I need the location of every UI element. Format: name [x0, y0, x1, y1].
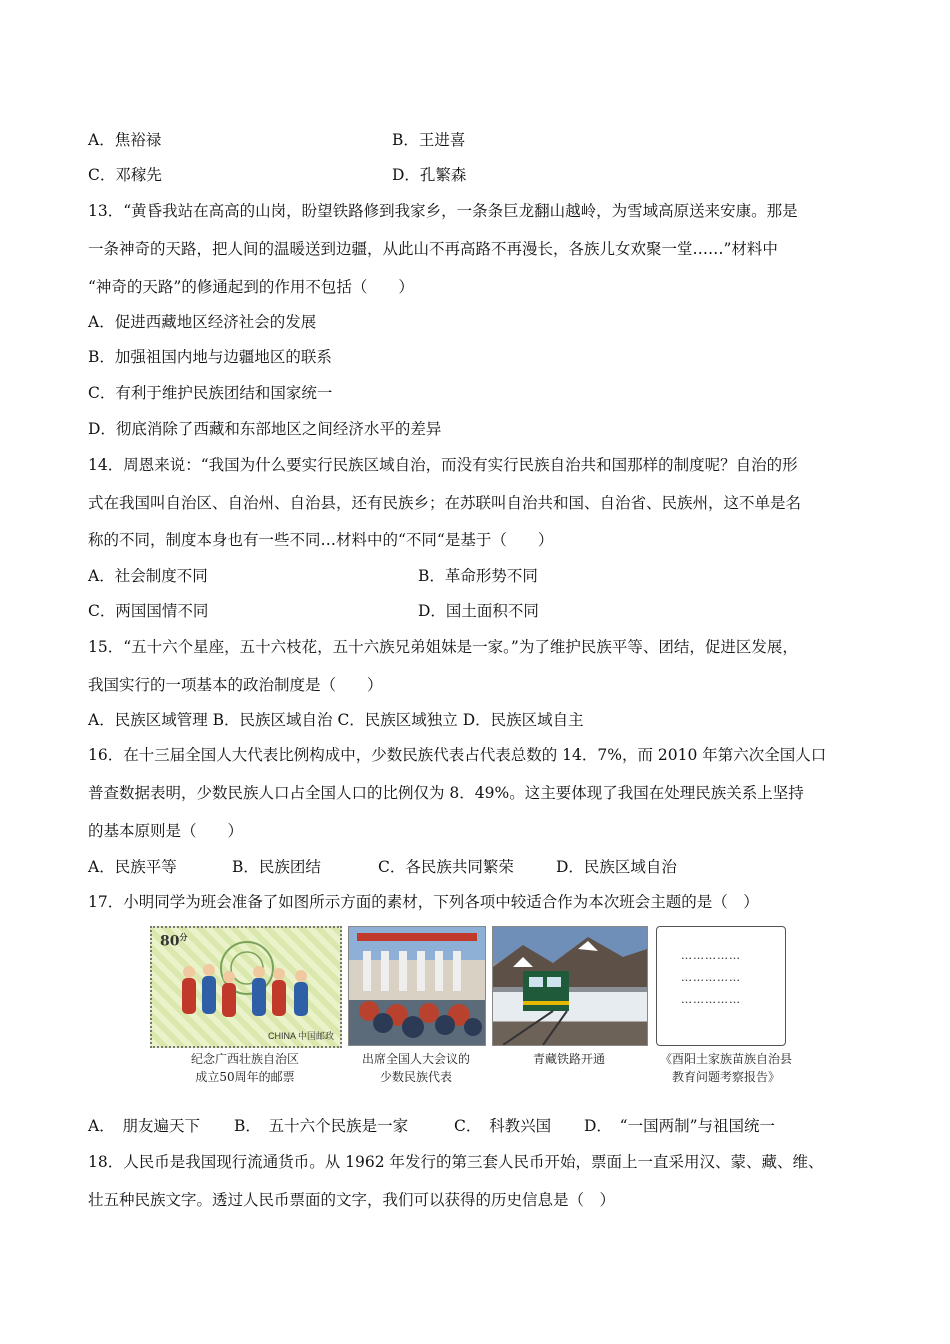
q17-option-c: C． 科教兴国 — [454, 1117, 552, 1135]
q13-option-d: D．彻底消除了西藏和东部地区之间经济水平的差异 — [88, 420, 442, 438]
q16-stem-line3: 的基本原则是（ ） — [88, 822, 244, 840]
q14-stem-line3: 称的不同，制度本身也有一些不同…材料中的“不同“是基于（ ） — [88, 531, 554, 549]
caption-railway: 青藏铁路开通 — [532, 1052, 605, 1066]
q18-stem-line2: 壮五种民族文字。透过人民币票面的文字，我们可以获得的历史信息是（ ） — [88, 1191, 616, 1209]
q17-option-d: D． “一国两制”与祖国统一 — [584, 1117, 776, 1135]
report-scroll: …………… …………… …………… — [656, 926, 786, 1046]
q12-option-b: B．王进喜 — [392, 131, 466, 149]
caption-report: 《酉阳土家族苗族自治县 教育问题考察报告》 — [659, 1052, 792, 1084]
q18-stem-line1: 18．人民币是我国现行流通货币。从 1962 年发行的第三套人民币开始，票面上一直采用汉、蒙、藏、维、 — [88, 1153, 824, 1171]
q14-stem-line2: 式在我国叫自治区、自治州、自治县，还有民族乡；在苏联叫自治共和国、自治省、民族州，这不单是名 — [88, 494, 802, 512]
q16-option-c: C．各民族共同繁荣 — [378, 858, 514, 876]
q12-option-c: C．邓稼先 — [88, 166, 162, 184]
q13-stem-line1: 13．“黄昏我站在高高的山岗，盼望铁路修到我家乡，一条条巨龙翻山越岭，为雪域高原送来安康。那是 — [88, 202, 798, 220]
q15-stem-line2: 我国实行的一项基本的政治制度是（ ） — [88, 676, 383, 694]
railway-photo — [492, 926, 648, 1046]
q15-options: A．民族区域管理 B．民族区域自治 C．民族区域独立 D．民族区域自主 — [88, 711, 584, 729]
q16-stem-line1: 16．在十三届全国人大代表比例构成中，少数民族代表占代表总数的 14．7%，而 2010 年第六次全国人口 — [88, 746, 827, 764]
caption-representatives: 出席全国人大会议的 少数民族代表 — [361, 1052, 470, 1084]
q14-option-b: B．革命形势不同 — [418, 567, 538, 585]
q12-option-a: A．焦裕禄 — [88, 131, 162, 149]
q17-option-a: A． 朋友遍天下 — [88, 1117, 200, 1135]
q15-stem-line1: 15．“五十六个星座，五十六枝花，五十六族兄弟姐妹是一家。”为了维护民族平等、团结，促进区发展， — [88, 638, 798, 656]
crowd-illustration — [349, 927, 485, 1045]
q14-stem-line1: 14．周恩来说：“我国为什么要实行民族区域自治，而没有实行民族自治共和国那样的制度呢？自治的形 — [88, 456, 798, 474]
q12-option-d: D．孔繁森 — [392, 166, 467, 184]
q13-option-a: A．促进西藏地区经济社会的发展 — [88, 313, 317, 331]
q16-option-d: D．民族区域自治 — [556, 858, 677, 876]
q16-stem-line2: 普查数据表明，少数民族人口占全国人口的比例仅为 8．49%。这主要体现了我国在处理民族关系上坚持 — [88, 784, 804, 802]
q16-option-a: A．民族平等 — [88, 858, 177, 876]
q13-option-b: B．加强祖国内地与边疆地区的联系 — [88, 348, 332, 366]
stamp-value: $80^分$ — [160, 932, 188, 950]
q13-stem-line3: “神奇的天路”的修通起到的作用不包括（ ） — [88, 278, 414, 296]
q16-option-b: B．民族团结 — [232, 858, 321, 876]
q14-option-d: D．国土面积不同 — [418, 602, 539, 620]
caption-stamp: 纪念广西壮族自治区 成立50周年的邮票 — [190, 1052, 299, 1084]
q14-option-a: A．社会制度不同 — [88, 567, 208, 585]
train-illustration — [493, 927, 647, 1045]
stamp-image: $80^分$ CHINA 中国邮政 — [150, 926, 342, 1048]
q17-figure — [150, 926, 810, 1091]
q13-option-c: C．有利于维护民族团结和国家统一 — [88, 384, 333, 402]
q17-option-b: B． 五十六个民族是一家 — [234, 1117, 409, 1135]
representatives-photo — [348, 926, 486, 1046]
q13-stem-line2: 一条神奇的天路，把人间的温暖送到边疆，从此山不再高路不再漫长，各族儿女欢聚一堂……”材料中 — [88, 240, 778, 258]
q17-stem-line1: 17．小明同学为班会准备了如图所示方面的素材，下列各项中较适合作为本次班会主题的是（ ） — [88, 893, 759, 911]
q14-option-c: C．两国国情不同 — [88, 602, 209, 620]
